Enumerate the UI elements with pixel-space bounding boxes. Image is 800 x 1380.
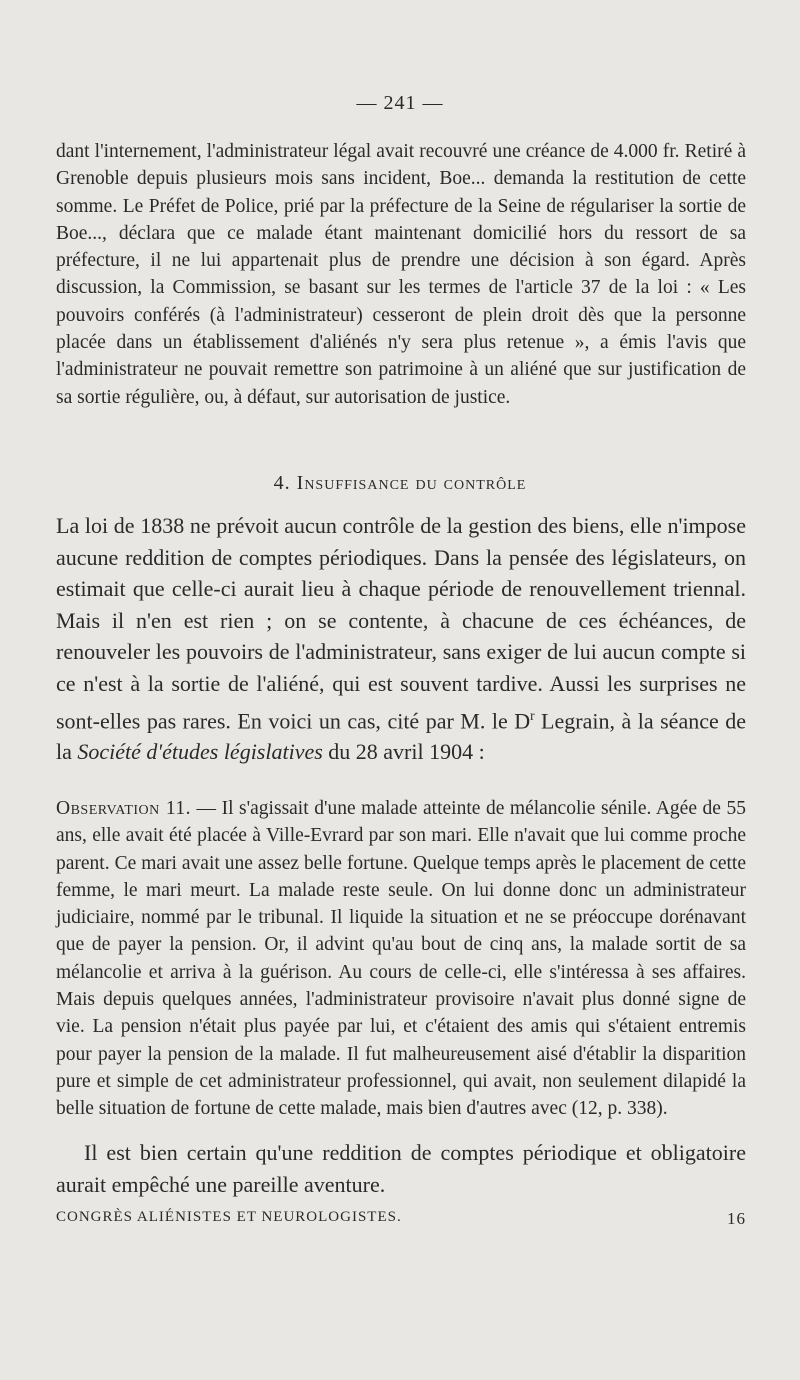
signature-number: 16: [727, 1209, 746, 1228]
paragraph-2-text: La loi de 1838 ne prévoit aucun contrôle de la gestion des biens, elle n'impose aucune reddition de comptes périodiques. Dans la pensée des législateurs, on estimait que celle-ci aurait lieu à chaque période de renouvellement triennal. Mais il n'en est rien ; on se contente, à chacune de ces échéances, de renouveler les pouvoirs de l'administrateur, sans exiger de lui aucun compte si ce n'est à la sortie de l'aliéné, qui est souvent tardive. Aussi les surprises ne sont-elles pas rares. En voici un cas, cité par M. le D: [56, 513, 746, 733]
observation-label: Observation 11.: [56, 798, 191, 819]
footer-signature: CONGRÈS ALIÉNISTES ET NEUROLOGISTES.: [56, 1209, 402, 1225]
paragraph-2-end: du 28 avril 1904 :: [322, 739, 485, 765]
paragraph-2-mid: Legrain, à la séance de la: [56, 707, 747, 765]
paragraph-2: [56, 510, 746, 768]
section-heading-number: 4.: [273, 472, 291, 494]
paragraph-4: Il est bien certain qu'une reddition de comptes périodique et obligatoire aurait empêché une pareille aventure.: [56, 1140, 746, 1197]
section-heading-text: Insuffisance du contrôle: [296, 472, 527, 494]
paragraph-1: dant l'internement, l'administrateur légal avait recouvré une créance de 4.000 fr. Retiré à Grenoble depuis plusieurs mois sans incident, Boe... demanda la restitution de cette somme. Le Préfet de Police, prié par la préfecture de la Seine de régulariser la sortie de Boe..., déclara que ce malade étant maintenant domicilié hors du ressort de sa préfecture, il ne lui appartenait plus de prendre une décision à son égard. Après discussion, la Commission, se basant sur les termes de l'article 37 de la loi : « Les pouvoirs conférés (à l'administrateur) cesseront de plein droit dès que la personne placée dans un établissement d'aliénés n'y sera plus retenue », a émis l'avis que l'administrateur ne pouvait remettre son patrimoine à un aliéné que sur justification de sa sortie régulière, ou, à défaut, sur autorisation de justice.: [56, 141, 746, 408]
observation-text: — Il s'agissait d'une malade atteinte de mélancolie sénile. Agée de 55 ans, elle avait été placée à Ville-Evrard par son mari. Elle n'avait que lui comme proche parent. Ce mari avait une assez belle fortune. Quelque temps après le placement de cette femme, le mari meurt. La malade reste seule. On lui donne donc un administrateur judiciaire, nommé par le tribunal. Il liquide la situation et ne se préoccupe dorénavant que de payer la pension. Or, il advint qu'au bout de cinq ans, la malade sortit de sa mélancolie et arriva à la guérison. Au cours de celle-ci, elle s'intéressa à ses affaires. Mais depuis quelques années, l'administrateur provisoire n'avait plus donné signe de vie. La pension n'était plus payée par lui, et c'étaient des amis qui s'étaient entremis pour payer la pension de la malade. Il fut malheureusement aisé d'établir la disparition pure et simple de cet administrateur professionnel, qui avait, non seulement dilapidé la belle situation de fortune de cette malade, mais bien d'autres avec (12, p. 338).: [56, 798, 746, 1120]
doctor-abbrev-sup: r: [530, 707, 535, 723]
society-name: Société d'études législatives: [77, 739, 323, 765]
section-heading: [0, 472, 800, 495]
page-footer: [56, 1209, 746, 1226]
page-number: — 241 —: [356, 92, 444, 114]
observation-paragraph: [56, 795, 746, 1123]
